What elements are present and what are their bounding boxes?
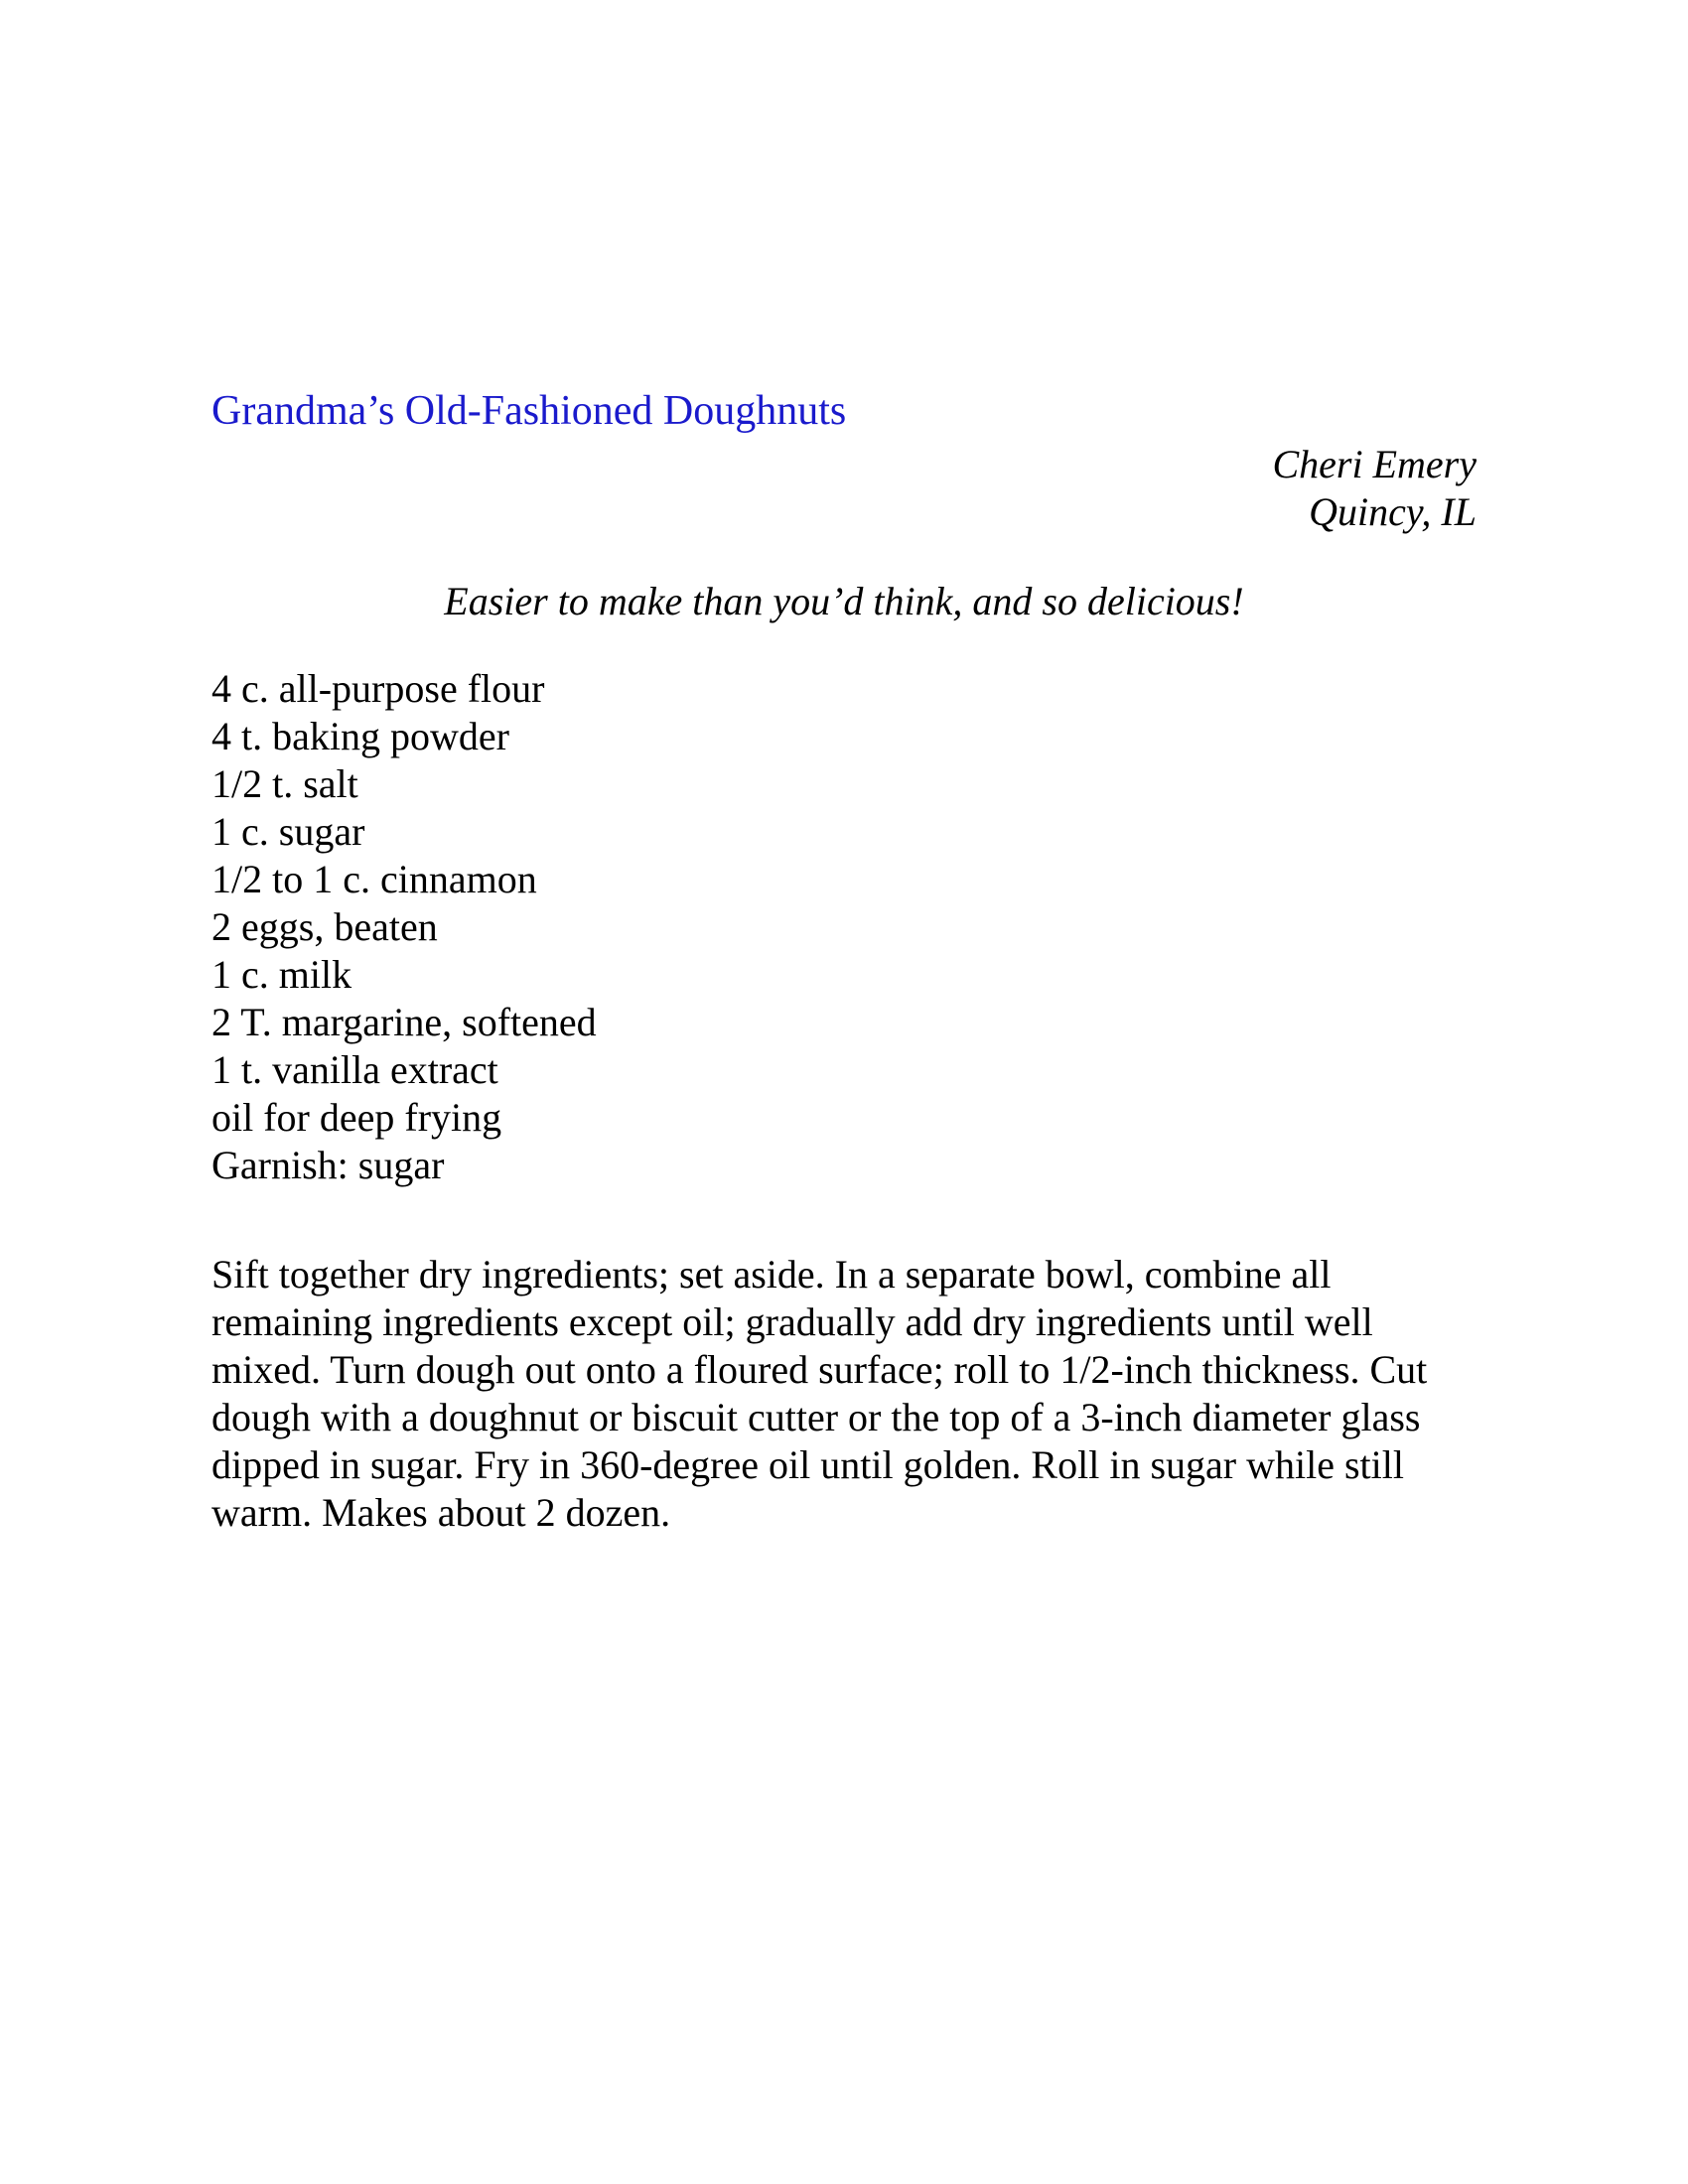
recipe-tagline: Easier to make than you’d think, and so delicious!: [444, 579, 1244, 623]
recipe-page: [211, 385, 1477, 1537]
ingredient-item: Garnish: sugar: [211, 1143, 445, 1187]
ingredient-item: 4 c. all-purpose flour: [211, 666, 545, 711]
recipe-title: Grandma’s Old-Fashioned Doughnuts: [211, 388, 847, 434]
ingredient-item: oil for deep frying: [211, 1095, 502, 1140]
ingredient-item: 1 c. milk: [211, 952, 352, 997]
recipe-directions: Sift together dry ingredients; set aside. In a separate bowl, combine all remaining ingredients except oil; gradually add dry ingredients until well mixed. Turn dough out onto a floured surface; roll to 1/2-inch thickness. Cut dough with a doughnut or biscuit cutter or the top of a 3-inch diameter glass dipped in sugar. Fry in 360-degree oil until golden. Roll in sugar while still warm. Makes about 2 dozen.: [211, 1252, 1428, 1535]
author-name: Cheri Emery: [1272, 442, 1477, 486]
ingredient-item: 2 T. margarine, softened: [211, 1000, 597, 1044]
ingredient-item: 1/2 t. salt: [211, 761, 358, 806]
ingredient-item: 1 t. vanilla extract: [211, 1047, 498, 1092]
ingredient-item: 2 eggs, beaten: [211, 904, 438, 949]
ingredient-list: [211, 665, 1477, 1189]
ingredient-item: 1 c. sugar: [211, 809, 365, 854]
recipe-attribution: [211, 441, 1477, 536]
author-location: Quincy, IL: [1309, 489, 1477, 534]
ingredient-item: 1/2 to 1 c. cinnamon: [211, 857, 537, 901]
ingredient-item: 4 t. baking powder: [211, 714, 509, 758]
